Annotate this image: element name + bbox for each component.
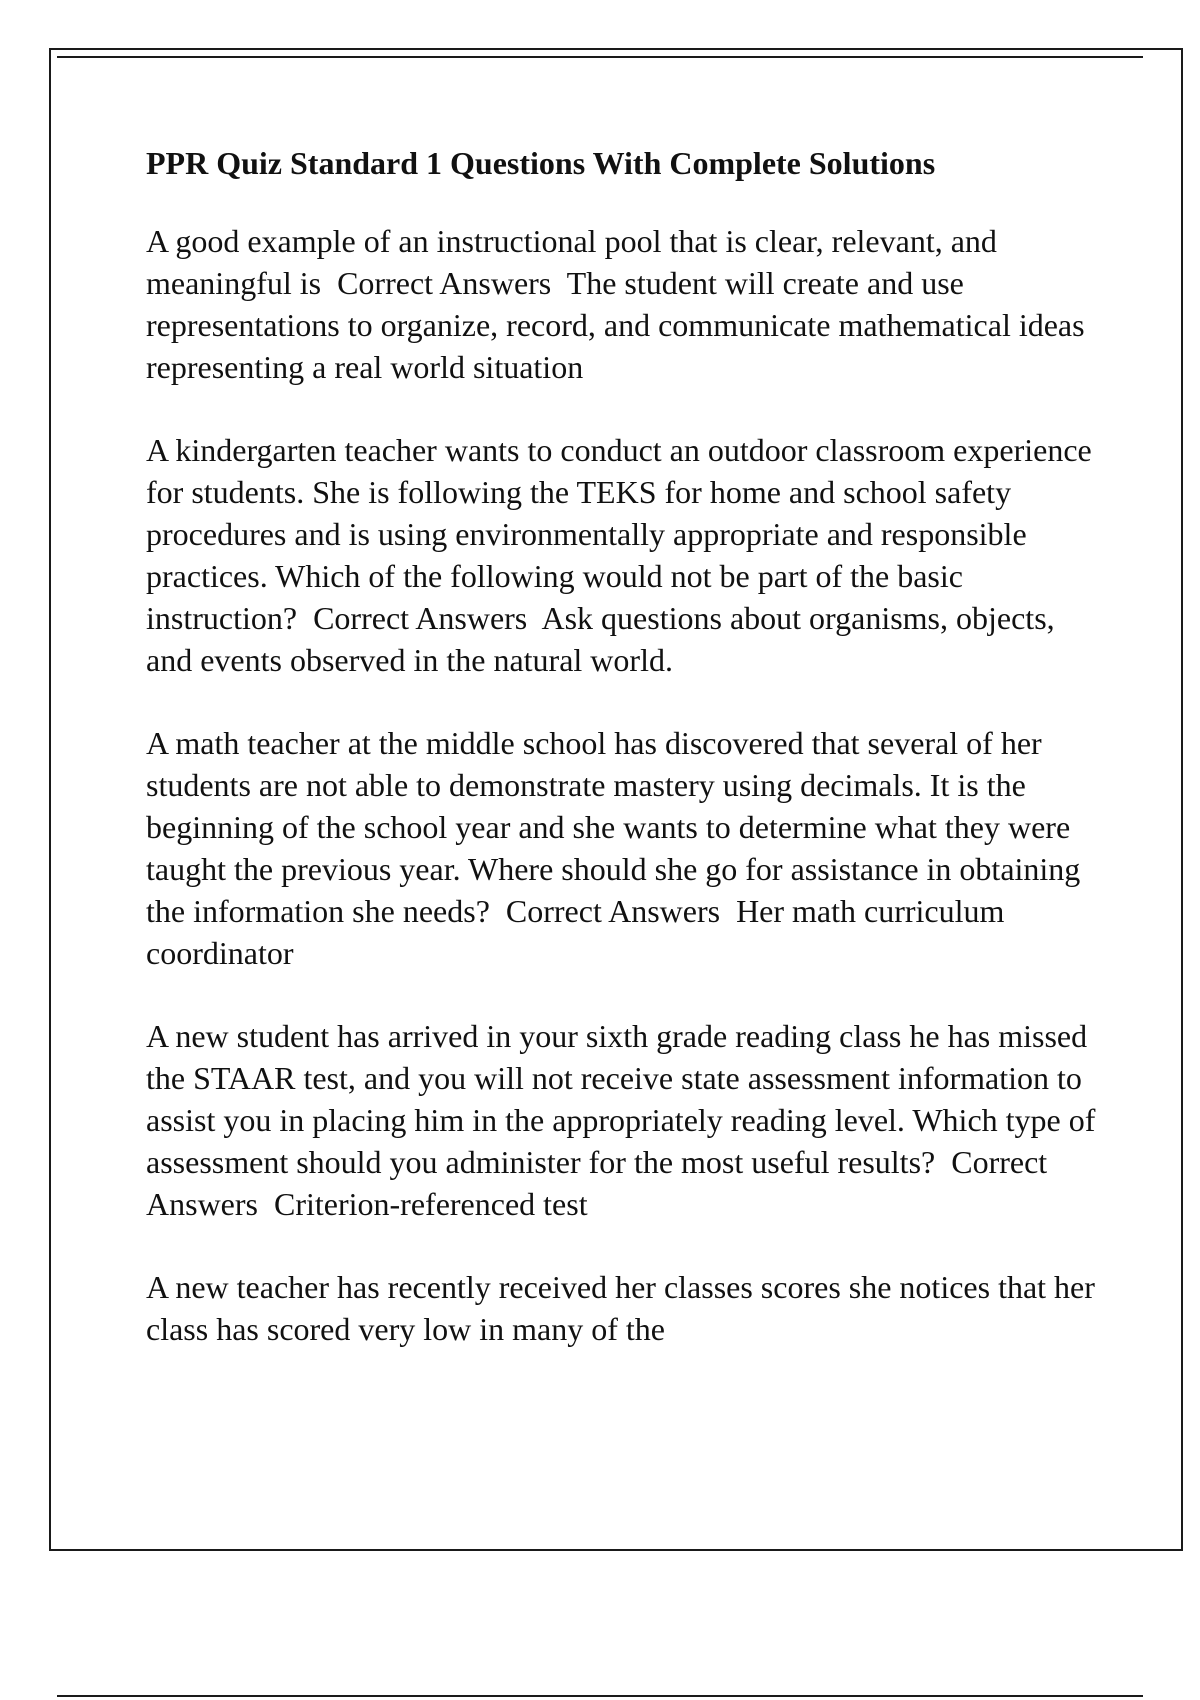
- question-answer-item: A new teacher has recently received her classes scores she notices that her class has scored very low in many of the: [146, 1269, 1103, 1347]
- header-rule: [57, 56, 1143, 58]
- question-answer-item: A math teacher at the middle school has discovered that several of her students are not able to demonstrate mastery using decimals. It is the beginning of the school year and she wants to determine what they were taught the previous year. Where should she go for assistance in obtaining the information she needs? Correct Answers Her math curriculum coordinator: [146, 725, 1089, 971]
- question-answer-item: A kindergarten teacher wants to conduct an outdoor classroom experience for students. She is following the TEKS for home and school safety procedures and is using environmentally appropriate and responsible practices. Which of the following would not be part of the basic instruction? Correct Answers Ask questions about organisms, objects, and events observed in the natural world.: [146, 432, 1100, 678]
- document-body: [146, 142, 1104, 1391]
- footer-rule: [57, 1695, 1143, 1697]
- document-title: PPR Quiz Standard 1 Questions With Complete Solutions: [146, 145, 936, 181]
- question-answer-item: A good example of an instructional pool that is clear, relevant, and meaningful is Correct Answers The student will create and use representations to organize, record, and communicate mathematical ideas representing a real world situation: [146, 223, 1093, 385]
- question-answer-item: A new student has arrived in your sixth grade reading class he has missed the STAAR test, and you will not receive state assessment information to assist you in placing him in the appropriately reading level. Which type of assessment should you administer for the most useful results? Correct Answers Criterion-referenced test: [146, 1018, 1104, 1222]
